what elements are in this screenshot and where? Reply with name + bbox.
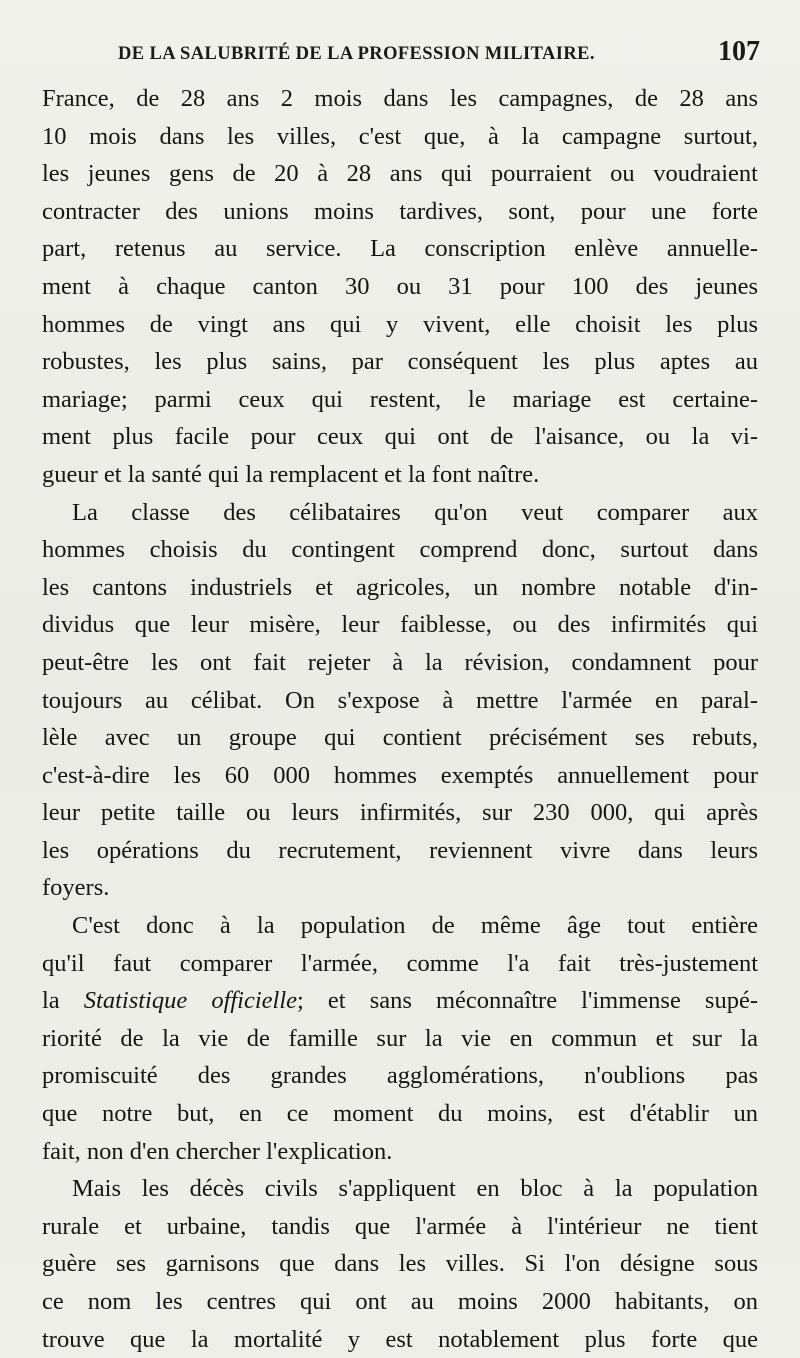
text-line: hommes choisis du contingent comprend donc, surtout dans: [42, 536, 758, 564]
text-line: fait, non d'en chercher l'explication.: [42, 1137, 393, 1165]
text-line: promiscuité des grandes agglomérations, n'oublions pas: [42, 1062, 758, 1090]
text-line: gueur et la santé qui la remplacent et la font naître.: [42, 460, 540, 488]
text-line: mariage; parmi ceux qui restent, le mariage est certaine-: [42, 385, 758, 413]
text-line: foyers.: [42, 874, 110, 902]
text-line: La classe des célibataires qu'on veut comparer aux: [72, 498, 758, 526]
text-line: ment à chaque canton 30 ou 31 pour 100 des jeunes: [42, 272, 758, 300]
text-line: guère ses garnisons que dans les villes. Si l'on désigne sous: [42, 1250, 758, 1278]
text-line: lèle avec un groupe qui contient précisément ses rebuts,: [42, 724, 758, 752]
text-line: C'est donc à la population de même âge tout entière: [72, 912, 758, 940]
text-line: qu'il faut comparer l'armée, comme l'a fait très-justement: [42, 949, 758, 977]
text-line: rurale et urbaine, tandis que l'armée à l'intérieur ne tient: [42, 1212, 758, 1240]
page-number: 107: [718, 36, 760, 67]
text-line: dividus que leur misère, leur faiblesse, ou des infirmités qui: [42, 611, 758, 639]
text-line: part, retenus au service. La conscription enlève annuelle-: [42, 235, 758, 263]
page-header: [118, 36, 760, 70]
text-line: les jeunes gens de 20 à 28 ans qui pourraient ou voudraient: [42, 160, 758, 188]
body-text: [42, 80, 758, 1358]
text-line: leur petite taille ou leurs infirmités, sur 230 000, qui après: [42, 799, 758, 827]
text-line: trouve que la mortalité y est notablement plus forte que: [42, 1325, 758, 1353]
text-line: riorité de la vie de famille sur la vie en commun et sur la: [42, 1024, 758, 1052]
text-line: c'est-à-dire les 60 000 hommes exemptés annuellement pour: [42, 761, 758, 789]
text-line: les cantons industriels et agricoles, un nombre notable d'in-: [42, 573, 758, 601]
text-line: France, de 28 ans 2 mois dans les campagnes, de 28 ans: [42, 85, 758, 112]
text-line: robustes, les plus sains, par conséquent les plus aptes au: [42, 348, 758, 376]
text-line: les opérations du recrutement, reviennent vivre dans leurs: [42, 836, 758, 864]
text-line: que notre but, en ce moment du moins, est d'établir un: [42, 1100, 758, 1128]
paragraph: [42, 907, 758, 1170]
text-line: contracter des unions moins tardives, sont, pour une forte: [42, 197, 758, 225]
paragraph: [42, 1170, 758, 1358]
text-line: 10 mois dans les villes, c'est que, à la campagne surtout,: [42, 122, 758, 150]
text-line: peut-être les ont fait rejeter à la révision, condamnent pour: [42, 648, 758, 676]
text-line: Mais les décès civils s'appliquent en bloc à la population: [72, 1175, 758, 1203]
text-line: la Statistique officielle; et sans méconnaître l'immense supé-: [42, 987, 758, 1015]
running-head: DE LA SALUBRITÉ DE LA PROFESSION MILITAIRE.: [118, 44, 595, 64]
text-line: hommes de vingt ans qui y vivent, elle choisit les plus: [42, 310, 758, 338]
italic-title: Statistique officielle: [83, 987, 298, 1015]
text-line: toujours au célibat. On s'expose à mettre l'armée en paral-: [42, 686, 758, 714]
paragraph: [42, 494, 758, 908]
paragraph: [42, 80, 758, 494]
text-line: ce nom les centres qui ont au moins 2000 habitants, on: [42, 1288, 758, 1315]
text-line: ment plus facile pour ceux qui ont de l'aisance, ou la vi-: [42, 423, 758, 451]
